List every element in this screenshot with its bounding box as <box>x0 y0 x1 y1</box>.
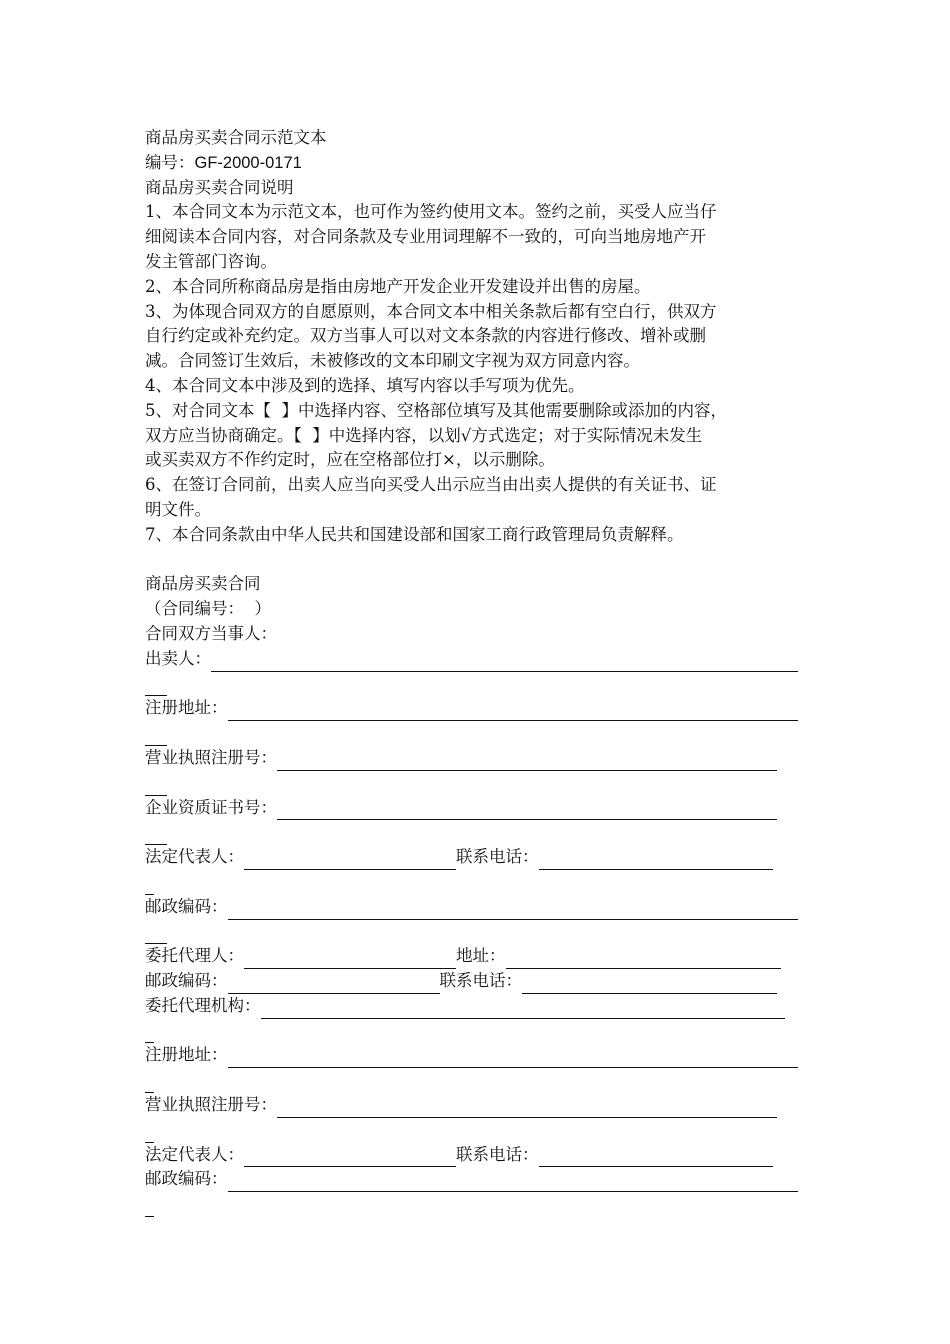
agency-field[interactable] <box>145 994 810 1019</box>
field-label: 邮政编码： <box>145 1169 228 1189</box>
fill-line[interactable] <box>145 876 154 895</box>
fill-line[interactable] <box>506 950 781 969</box>
fill-line[interactable] <box>228 702 798 721</box>
field-label: 法定代表人： <box>145 1144 244 1164</box>
note-line: 5、对合同文本【 】中选择内容、空格部位填写及其他需要删除或添加的内容， <box>145 400 727 420</box>
fill-line[interactable] <box>145 1024 154 1043</box>
contract-title: 商品房买卖合同 <box>145 574 261 594</box>
fill-continuation <box>145 1068 810 1093</box>
postcode-field[interactable] <box>145 1167 810 1192</box>
field-label: 营业执照注册号： <box>145 747 277 767</box>
reg-address-field[interactable] <box>145 1043 810 1068</box>
seller-field[interactable] <box>145 647 810 672</box>
fill-line[interactable] <box>277 801 777 820</box>
document-title: 商品房买卖合同示范文本 <box>145 128 327 147</box>
fill-line[interactable] <box>277 1099 777 1118</box>
note-line: 细阅读本合同内容，对合同条款及专业用词理解不一致的，可向当地房地产开 <box>145 227 706 247</box>
field-label: 法定代表人： <box>145 847 244 867</box>
note-line: 发主管部门咨询。 <box>145 251 277 271</box>
fill-line[interactable] <box>145 1124 154 1143</box>
fill-continuation <box>145 721 810 746</box>
fill-line[interactable] <box>211 653 798 672</box>
fill-continuation <box>145 1192 810 1217</box>
document-content <box>145 126 810 1217</box>
contract-number: （合同编号： ） <box>145 599 271 619</box>
fill-continuation <box>145 771 810 796</box>
note-line: 双方应当协商确定。【 】中选择内容，以划√方式选定；对于实际情况未发生 <box>145 425 703 445</box>
note-line: 或买卖双方不作约定时，应在空格部位打×，以示删除。 <box>145 450 555 470</box>
note-line: 4、本合同文本中涉及到的选择、填写内容以手写项为优先。 <box>145 375 585 395</box>
legal-rep-phone-field[interactable] <box>145 1143 810 1168</box>
field-label: 出卖人： <box>145 648 211 668</box>
field-label: 邮政编码： <box>145 896 228 916</box>
fill-continuation <box>145 820 810 845</box>
license-no-field[interactable] <box>145 1093 810 1118</box>
field-label: 委托代理人： <box>145 946 244 966</box>
field-label: 联系电话： <box>456 1144 539 1164</box>
postcode-field[interactable] <box>145 895 810 920</box>
field-label: 营业执照注册号： <box>145 1095 277 1115</box>
note-line: 明文件。 <box>145 499 211 519</box>
license-no-field[interactable] <box>145 746 810 771</box>
note-line: 2、本合同所称商品房是指由房地产开发企业开发建设并出售的房屋。 <box>145 276 651 296</box>
fill-continuation <box>145 1019 810 1044</box>
qualification-no-field[interactable] <box>145 796 810 821</box>
reg-address-field[interactable] <box>145 696 810 721</box>
fill-continuation <box>145 870 810 895</box>
field-label: 地址： <box>456 946 506 966</box>
field-label: 委托代理机构： <box>145 995 261 1015</box>
note-line: 1、本合同文本为示范文本，也可作为签约使用文本。签约之前，买受人应当仔 <box>145 202 717 222</box>
fill-line[interactable] <box>145 826 167 845</box>
fill-line[interactable] <box>539 1148 773 1167</box>
agent-address-field[interactable] <box>145 944 810 969</box>
fill-continuation <box>145 920 810 945</box>
legal-rep-phone-field[interactable] <box>145 845 810 870</box>
note-line: 减。合同签订生效后，未被修改的文本印刷文字视为双方同意内容。 <box>145 351 640 371</box>
fill-line[interactable] <box>244 1148 456 1167</box>
fill-continuation <box>145 1118 810 1143</box>
fill-line[interactable] <box>228 901 798 920</box>
note-line: 7、本合同条款由中华人民共和国建设部和国家工商行政管理局负责解释。 <box>145 524 684 544</box>
fill-line[interactable] <box>145 677 167 696</box>
fill-line[interactable] <box>522 975 777 994</box>
fill-line[interactable] <box>277 752 777 771</box>
parties-heading: 合同双方当事人： <box>145 623 277 643</box>
fill-line[interactable] <box>145 1198 154 1217</box>
fill-line[interactable] <box>228 1173 798 1192</box>
fill-line[interactable] <box>145 727 167 746</box>
fill-line[interactable] <box>539 851 773 870</box>
field-label: 注册地址： <box>145 698 228 718</box>
note-line: 3、为体现合同双方的自愿原则，本合同文本中相关条款后都有空白行，供双方 <box>145 301 717 321</box>
fill-line[interactable] <box>145 777 167 796</box>
field-label: 联系电话： <box>456 847 539 867</box>
blank-line <box>145 548 810 573</box>
field-label: 注册地址： <box>145 1045 228 1065</box>
document-number: 编号：GF-2000-0171 <box>145 153 302 172</box>
fill-line[interactable] <box>145 925 167 944</box>
field-label: 联系电话： <box>439 971 522 991</box>
note-line: 自行约定或补充约定。双方当事人可以对文本条款的内容进行修改、增补或删 <box>145 326 706 346</box>
fill-line[interactable] <box>145 1074 154 1093</box>
fill-line[interactable] <box>261 1000 785 1019</box>
note-line: 6、在签订合同前，出卖人应当向买受人出示应当由出卖人提供的有关证书、证 <box>145 475 717 495</box>
field-label: 邮政编码： <box>145 971 228 991</box>
fill-line[interactable] <box>244 950 456 969</box>
fill-line[interactable] <box>244 851 456 870</box>
postcode-phone-field[interactable] <box>145 969 810 994</box>
fill-line[interactable] <box>228 1049 798 1068</box>
fill-line[interactable] <box>228 975 440 994</box>
fill-continuation <box>145 672 810 697</box>
field-label: 企业资质证书号： <box>145 797 277 817</box>
notes-title: 商品房买卖合同说明 <box>145 177 294 197</box>
